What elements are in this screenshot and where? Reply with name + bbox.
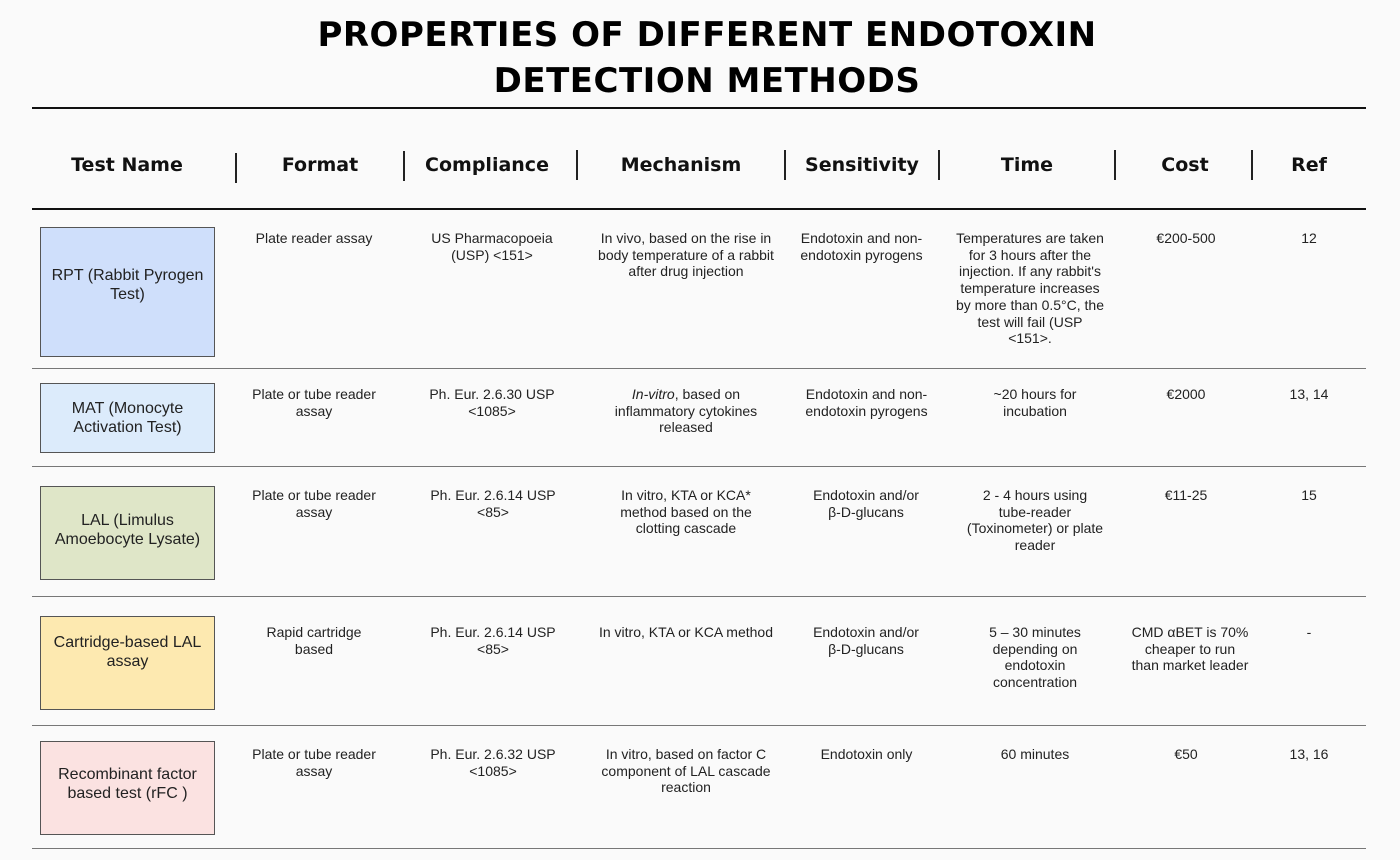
header-divider <box>32 208 1366 210</box>
test-name: LAL (Limulus Amoebocyte Lysate) <box>54 512 201 548</box>
format-cell: Rapid cartridge based <box>266 624 362 657</box>
format-cell: Plate or tube reader assay <box>252 487 376 520</box>
time-cell: Temperatures are taken for 3 hours after the injection. If any rabbit's temperature increases by more than 0.5°C, the test will fail (USP <151>. <box>955 230 1104 347</box>
compliance-cell: Ph. Eur. 2.6.32 USP <1085> <box>430 746 556 779</box>
test-name-box <box>40 741 215 835</box>
ref-cell: 13, 14 <box>1289 386 1329 402</box>
header-separator <box>784 150 786 180</box>
test-name-box <box>40 227 215 357</box>
header-mechanism: Mechanism <box>620 154 742 176</box>
mechanism-text: In vitro, KTA or KCA* method based on the clotting cascade <box>620 487 752 537</box>
header-sensitivity: Sensitivity <box>805 154 919 176</box>
sensitivity-cell: Endotoxin and non-endotoxin pyrogens <box>800 230 923 263</box>
header-separator <box>576 150 578 180</box>
page-title-line-2: DETECTION METHODS <box>493 61 921 101</box>
ref-cell: 12 <box>1301 230 1317 246</box>
header-ref: Ref <box>1291 154 1327 176</box>
row-divider <box>32 848 1366 849</box>
row-divider <box>32 725 1366 726</box>
test-name: Recombinant factor based test (rFC ) <box>58 766 197 802</box>
title-divider <box>32 107 1366 109</box>
ref-cell: 15 <box>1301 487 1317 503</box>
header-separator <box>235 153 237 183</box>
mechanism-text: In vitro, KTA or KCA method <box>598 624 774 640</box>
page-title <box>0 12 1400 104</box>
compliance-cell: Ph. Eur. 2.6.30 USP <1085> <box>429 386 555 419</box>
header-time: Time <box>1000 154 1054 176</box>
mechanism-text: In vitro, based on factor C component of LAL cascade reaction <box>601 746 771 796</box>
test-name-box <box>40 616 215 710</box>
sensitivity-cell: Endotoxin and non-endotoxin pyrogens <box>805 386 928 419</box>
compliance-cell: Ph. Eur. 2.6.14 USP <85> <box>430 624 556 657</box>
compliance-cell: Ph. Eur. 2.6.14 USP <85> <box>430 487 556 520</box>
cost-cell: €50 <box>1174 746 1198 762</box>
header-separator <box>403 151 405 181</box>
row-divider <box>32 466 1366 467</box>
test-name: MAT (Monocyte Activation Test) <box>71 400 184 436</box>
sensitivity-cell: Endotoxin and/or β-D-glucans <box>813 624 919 657</box>
mechanism-cell <box>600 487 772 537</box>
ref-cell: 13, 16 <box>1289 746 1329 762</box>
test-name-box <box>40 486 215 580</box>
time-cell: 5 – 30 minutes depending on endotoxin concentration <box>989 624 1081 691</box>
time-cell: 2 - 4 hours using tube-reader (Toxinometer) or plate reader <box>966 487 1104 554</box>
mechanism-text: , based on inflammatory cytokines released <box>614 386 758 436</box>
format-cell: Plate or tube reader assay <box>252 386 376 419</box>
mechanism-emphasis: In-vitro <box>631 386 675 402</box>
time-cell: 60 minutes <box>1000 746 1070 762</box>
cost-cell: €200-500 <box>1156 230 1216 246</box>
mechanism-cell <box>594 746 778 796</box>
mechanism-cell <box>596 624 776 641</box>
row-divider <box>32 596 1366 597</box>
header-cost: Cost <box>1161 154 1209 176</box>
mechanism-cell <box>590 386 782 436</box>
header-separator <box>1114 150 1116 180</box>
format-cell: Plate reader assay <box>255 230 373 246</box>
cost-cell: €11-25 <box>1164 487 1208 503</box>
header-compliance: Compliance <box>425 154 549 176</box>
page-title-line-1: PROPERTIES OF DIFFERENT ENDOTOXIN <box>317 15 1097 55</box>
cost-cell: €2000 <box>1166 386 1206 402</box>
row-divider <box>32 368 1366 369</box>
compliance-cell: US Pharmacopoeia (USP) <151> <box>431 230 553 263</box>
test-name: Cartridge-based LAL assay <box>53 634 202 670</box>
time-cell: ~20 hours for incubation <box>993 386 1077 419</box>
mechanism-text: In vivo, based on the rise in body temperature of a rabbit after drug injection <box>598 230 774 280</box>
cost-cell: CMD αBET is 70% cheaper to run than market leader <box>1131 624 1249 674</box>
sensitivity-cell: Endotoxin only <box>820 746 913 762</box>
ref-cell: - <box>1306 624 1312 640</box>
header-separator <box>1251 150 1253 180</box>
mechanism-cell <box>590 230 782 280</box>
test-name: RPT (Rabbit Pyrogen Test) <box>51 267 204 303</box>
format-cell: Plate or tube reader assay <box>252 746 376 779</box>
sensitivity-cell: Endotoxin and/or β-D-glucans <box>813 487 919 520</box>
header-test-name: Test Name <box>71 154 183 176</box>
header-format: Format <box>281 154 359 176</box>
test-name-box <box>40 383 215 453</box>
